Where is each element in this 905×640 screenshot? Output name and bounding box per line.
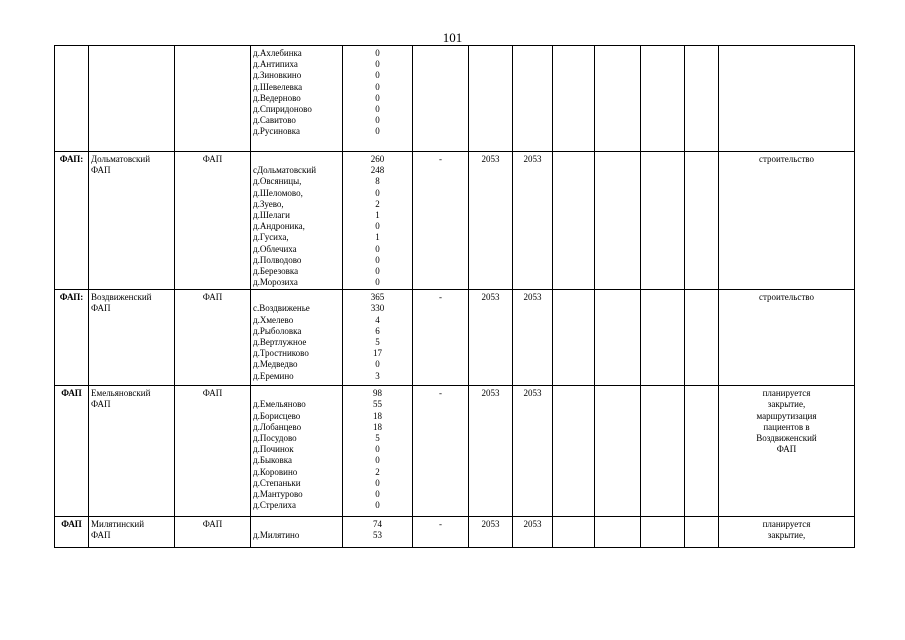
year-end: 2053 bbox=[523, 154, 542, 164]
year-end-cell bbox=[513, 386, 553, 517]
population-count: 5 bbox=[375, 337, 380, 347]
empty-cell bbox=[595, 152, 641, 290]
settlements-cell bbox=[251, 290, 343, 386]
settlement-name: д.Ахлебинка bbox=[253, 48, 302, 58]
facility-name-line: ФАП bbox=[91, 530, 111, 541]
settlements-cell bbox=[251, 517, 343, 548]
facility-name-line: Воздвиженский bbox=[91, 292, 152, 303]
empty-cell bbox=[641, 290, 685, 386]
population-count: 0 bbox=[375, 265, 380, 276]
facility-name-cell bbox=[89, 46, 175, 152]
empty-cell bbox=[685, 386, 719, 517]
population-count: 0 bbox=[375, 455, 380, 466]
year-end: 2053 bbox=[523, 519, 542, 530]
population-count: 2 bbox=[375, 466, 380, 477]
dash-value: - bbox=[439, 388, 442, 399]
population-count: 0 bbox=[375, 243, 380, 254]
year-start-cell bbox=[469, 290, 513, 386]
note-line: маршрутизация bbox=[756, 410, 817, 421]
dash-cell bbox=[413, 152, 469, 290]
empty-cell bbox=[641, 152, 685, 290]
settlement-name: д.Полводово bbox=[253, 254, 302, 265]
empty-cell bbox=[685, 46, 719, 152]
settlement-name: сДольматовский bbox=[253, 165, 317, 176]
note-line: пациентов в bbox=[763, 421, 810, 432]
note-line: ФАП bbox=[776, 444, 797, 455]
note-line: закрытие, bbox=[767, 530, 806, 541]
population-count: 1 bbox=[375, 232, 380, 243]
population-count: 2 bbox=[375, 198, 380, 209]
population-count: 0 bbox=[375, 115, 380, 126]
facility-kind-cell bbox=[175, 386, 251, 517]
settlement-name: д.Вертлужное bbox=[253, 337, 307, 347]
facility-kind-cell bbox=[175, 517, 251, 548]
population-count: 1 bbox=[375, 209, 380, 220]
population-count: 0 bbox=[375, 70, 380, 81]
facility-kind: ФАП bbox=[202, 154, 223, 164]
settlement-name: д.Шеломово, bbox=[253, 187, 303, 198]
table-body bbox=[55, 46, 855, 548]
settlement-name: д.Облечиха bbox=[253, 243, 297, 254]
table-row bbox=[55, 517, 855, 548]
population-count: 0 bbox=[375, 126, 380, 137]
facility-kind: ФАП bbox=[202, 292, 223, 303]
settlement-name: д.Зуево, bbox=[253, 198, 284, 209]
year-start: 2053 bbox=[481, 292, 500, 303]
facility-type: ФАП bbox=[61, 519, 82, 530]
population-count: 53 bbox=[373, 530, 382, 541]
year-end-cell bbox=[513, 290, 553, 386]
settlement-name: д.Лобанцево bbox=[253, 421, 302, 432]
empty-cell bbox=[685, 290, 719, 386]
population-count: 330 bbox=[370, 303, 385, 314]
table-row bbox=[55, 152, 855, 290]
settlement-name: д.Русиновка bbox=[253, 126, 300, 137]
dash-value: - bbox=[439, 292, 442, 303]
population-count: 0 bbox=[375, 444, 380, 455]
facility-name-line: ФАП bbox=[91, 165, 111, 176]
population-count: 0 bbox=[375, 92, 380, 103]
empty-cell bbox=[595, 386, 641, 517]
settlement-name: д.Еремино bbox=[253, 370, 294, 381]
dash-value: - bbox=[439, 154, 442, 164]
note-line: планируется bbox=[762, 519, 811, 530]
population-total: 365 bbox=[370, 292, 385, 303]
note-line: Воздвиженский bbox=[756, 433, 817, 443]
year-start: 2053 bbox=[481, 519, 500, 530]
settlement-name: д.Зиновкино bbox=[253, 70, 302, 81]
settlement-name: д.Хмелево bbox=[253, 314, 294, 325]
population-count: 4 bbox=[375, 314, 380, 325]
settlement-name: д.Савитово bbox=[253, 115, 296, 126]
facility-type-cell bbox=[55, 517, 89, 548]
facility-kind-cell bbox=[175, 152, 251, 290]
settlement-name: д.Коровино bbox=[253, 466, 298, 477]
population-count: 0 bbox=[375, 103, 380, 114]
settlement-name: д.Починок bbox=[253, 444, 294, 455]
population-cell bbox=[343, 386, 413, 517]
population-count: 248 bbox=[370, 165, 385, 176]
settlement-name: д.Медведво bbox=[253, 359, 298, 370]
facility-name-line: Емельяновский bbox=[91, 388, 151, 399]
dash-cell bbox=[413, 386, 469, 517]
population-count: 0 bbox=[375, 477, 380, 488]
empty-cell bbox=[595, 46, 641, 152]
settlement-name: д.Ведерново bbox=[253, 92, 301, 103]
settlement-name: д.Емельяново bbox=[253, 399, 306, 410]
population-count: 0 bbox=[375, 81, 380, 92]
facilities-table bbox=[54, 45, 855, 548]
page-number: 101 bbox=[442, 30, 463, 45]
population-count: 8 bbox=[375, 176, 380, 187]
note-cell bbox=[719, 386, 855, 517]
empty-cell bbox=[685, 517, 719, 548]
note-cell bbox=[719, 46, 855, 152]
settlements-cell bbox=[251, 46, 343, 152]
population-count: 55 bbox=[373, 399, 382, 410]
population-cell bbox=[343, 46, 413, 152]
year-start-cell bbox=[469, 386, 513, 517]
facility-kind-cell bbox=[175, 46, 251, 152]
settlement-name: д.Антипиха bbox=[253, 59, 298, 70]
population-total: 260 bbox=[370, 154, 385, 164]
year-start-cell bbox=[469, 46, 513, 152]
population-count: 18 bbox=[373, 421, 382, 432]
empty-cell bbox=[641, 517, 685, 548]
population-count: 0 bbox=[375, 277, 380, 288]
population-count: 0 bbox=[375, 359, 380, 370]
settlement-name: д.Березовка bbox=[253, 265, 299, 276]
facility-type-cell bbox=[55, 152, 89, 290]
empty-cell bbox=[685, 152, 719, 290]
empty-cell bbox=[553, 46, 595, 152]
settlement-name: д.Тростниково bbox=[253, 348, 309, 359]
table-row bbox=[55, 386, 855, 517]
year-start-cell bbox=[469, 152, 513, 290]
facility-name-cell bbox=[89, 290, 175, 386]
settlement-name: д.Посудово bbox=[253, 433, 297, 443]
year-end-cell bbox=[513, 46, 553, 152]
empty-cell bbox=[641, 46, 685, 152]
facility-type: ФАП bbox=[61, 388, 82, 399]
settlement-name: д.Степаньки bbox=[253, 477, 301, 488]
dash-cell bbox=[413, 517, 469, 548]
facility-type: ФАП: bbox=[59, 292, 84, 303]
population-total: 74 bbox=[373, 519, 382, 530]
population-count: 0 bbox=[375, 500, 380, 511]
facility-name-cell bbox=[89, 517, 175, 548]
empty-cell bbox=[553, 517, 595, 548]
population-count: 0 bbox=[375, 59, 380, 70]
settlement-name: с.Воздвиженье bbox=[253, 303, 310, 314]
note-line: строительство bbox=[759, 154, 814, 164]
facility-name-line: ФАП bbox=[91, 303, 111, 314]
settlement-name: д.Шелаги bbox=[253, 209, 290, 220]
year-start: 2053 bbox=[481, 154, 500, 164]
population-cell bbox=[343, 290, 413, 386]
table-row bbox=[55, 46, 855, 152]
settlement-name: д.Стрелиха bbox=[253, 500, 296, 511]
settlement-name: д.Милятино bbox=[253, 530, 300, 541]
note-cell bbox=[719, 152, 855, 290]
population-count: 6 bbox=[375, 325, 380, 336]
dash-cell bbox=[413, 46, 469, 152]
note-line: закрытие, bbox=[767, 399, 806, 410]
empty-cell bbox=[641, 386, 685, 517]
facility-name-line: ФАП bbox=[91, 399, 111, 410]
empty-cell bbox=[595, 290, 641, 386]
settlements-cell bbox=[251, 386, 343, 517]
facility-type-cell bbox=[55, 386, 89, 517]
population-count: 0 bbox=[375, 187, 380, 198]
facility-kind: ФАП bbox=[202, 388, 223, 399]
settlement-name: д.Шевелевка bbox=[253, 81, 303, 92]
population-cell bbox=[343, 152, 413, 290]
settlements-cell bbox=[251, 152, 343, 290]
settlement-name: д.Рыболовка bbox=[253, 325, 302, 336]
empty-cell bbox=[553, 152, 595, 290]
settlement-name: д.Морозиха bbox=[253, 277, 298, 288]
empty-cell bbox=[595, 517, 641, 548]
facility-kind-cell bbox=[175, 290, 251, 386]
population-count: 0 bbox=[375, 48, 380, 58]
facility-type: ФАП: bbox=[59, 154, 84, 164]
population-total: 98 bbox=[373, 388, 382, 399]
dash-cell bbox=[413, 290, 469, 386]
year-start-cell bbox=[469, 517, 513, 548]
year-end: 2053 bbox=[523, 388, 542, 399]
population-count: 0 bbox=[375, 254, 380, 265]
dash-value: - bbox=[439, 519, 442, 530]
settlement-name: д.Мантурово bbox=[253, 488, 303, 499]
table-row bbox=[55, 290, 855, 386]
population-count: 3 bbox=[375, 370, 380, 381]
settlement-name: д.Спиридоново bbox=[253, 103, 312, 114]
population-count: 5 bbox=[375, 433, 380, 443]
note-line: строительство bbox=[759, 292, 814, 303]
settlement-name: д.Борисцево bbox=[253, 410, 301, 421]
year-end-cell bbox=[513, 517, 553, 548]
population-count: 17 bbox=[373, 348, 382, 359]
settlement-name: д.Овсяницы, bbox=[253, 176, 302, 187]
year-end-cell bbox=[513, 152, 553, 290]
settlement-name: д.Андроника, bbox=[253, 221, 305, 232]
facility-name-line: Дольматовский bbox=[91, 154, 151, 164]
population-count: 0 bbox=[375, 488, 380, 499]
empty-cell bbox=[553, 386, 595, 517]
note-line: планируется bbox=[762, 388, 811, 399]
facility-name-cell bbox=[89, 152, 175, 290]
population-cell bbox=[343, 517, 413, 548]
settlement-name: д.Быковка bbox=[253, 455, 292, 466]
note-cell bbox=[719, 290, 855, 386]
facility-name-line: Милятинский bbox=[91, 519, 145, 530]
facility-name-cell bbox=[89, 386, 175, 517]
facility-kind: ФАП bbox=[202, 519, 223, 530]
year-start: 2053 bbox=[481, 388, 500, 399]
year-end: 2053 bbox=[523, 292, 542, 303]
settlement-name: д.Гусиха, bbox=[253, 232, 289, 243]
population-count: 18 bbox=[373, 410, 382, 421]
facility-type-cell bbox=[55, 46, 89, 152]
empty-cell bbox=[553, 290, 595, 386]
population-count: 0 bbox=[375, 221, 380, 232]
facility-type-cell bbox=[55, 290, 89, 386]
note-cell bbox=[719, 517, 855, 548]
